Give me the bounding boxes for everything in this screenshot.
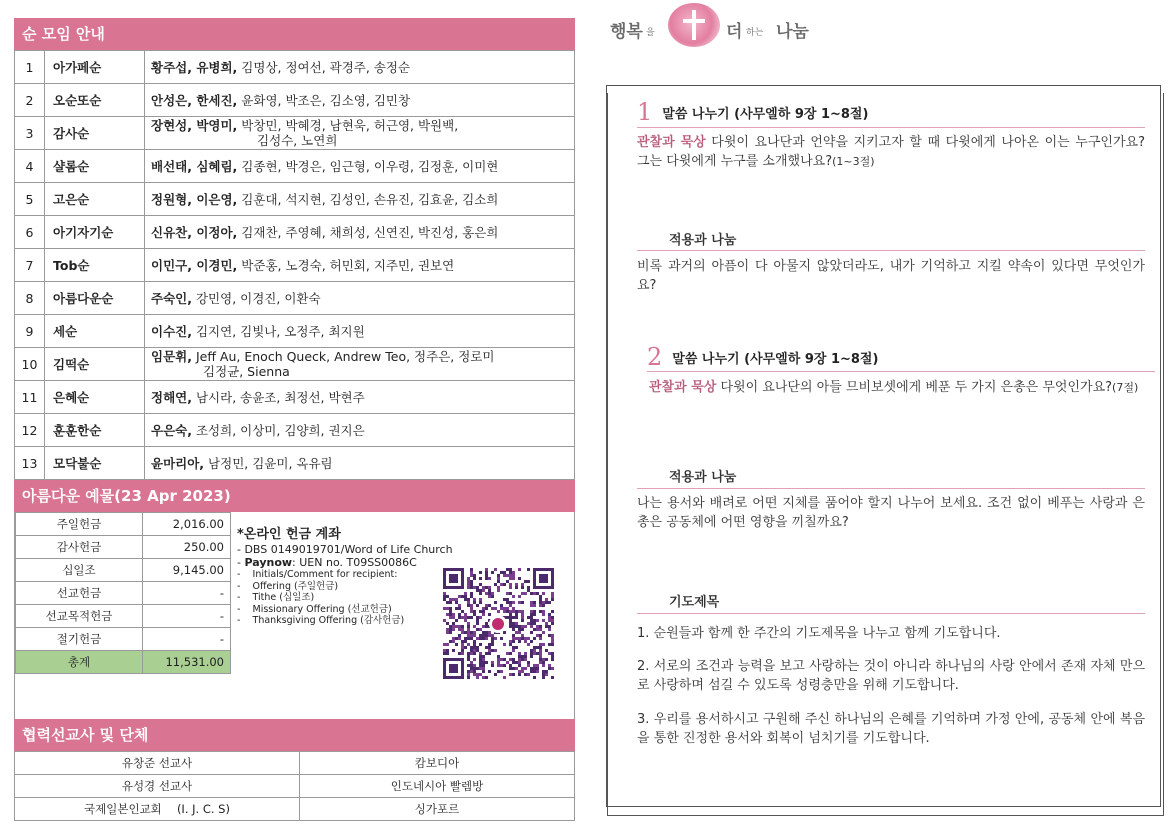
offering-row: [16, 559, 231, 582]
group-members: [145, 84, 575, 117]
offering-value: 2,016.00: [143, 513, 231, 536]
group-member-list: 김훈대, 석지현, 김성인, 손유진, 김효윤, 김소희: [241, 191, 499, 207]
group-members: [145, 117, 575, 150]
cross-icon-blob: [668, 3, 720, 47]
missionary-place: 인도네시아 빨렘방: [300, 775, 575, 798]
group-member-list: 김종현, 박경은, 임근형, 이우령, 김정훈, 이미현: [241, 158, 499, 174]
group-members: [145, 348, 575, 381]
cross-icon: [689, 10, 699, 40]
group-leaders: 신유찬, 이정아,: [151, 224, 238, 240]
group-leaders: 장현성, 박영미,: [151, 118, 238, 133]
offering-row: [16, 513, 231, 536]
account-sub-item: - Thanksgiving Offering (감사헌금): [237, 615, 405, 626]
offering-value: -: [143, 628, 231, 651]
section-2-number: 2: [647, 343, 663, 371]
section-2-apply-text: 나는 용서와 배려로 어떤 지체를 품어야 할지 나누어 보세요. 조건 없이 베푸는 사랑과 은총은 공동체에 어떤 영향을 끼칠까요?: [637, 496, 1145, 530]
group-leaders: 이민구, 이경민,: [151, 257, 238, 273]
small-groups-header: 순 모임 안내: [14, 18, 575, 50]
group-row: [15, 216, 575, 249]
group-row: [15, 414, 575, 447]
missionary-name: 국제일본인교회 (I. J. C. S): [15, 798, 300, 821]
offering-total-label: 총계: [16, 651, 143, 674]
group-member-list: 남시라, 송윤조, 최정선, 박현주: [195, 389, 365, 405]
group-number: 7: [15, 249, 45, 282]
missionary-row: [15, 775, 575, 798]
group-members: [145, 183, 575, 216]
group-row: [15, 117, 575, 150]
sermon-section-1: [637, 98, 1145, 126]
group-leaders: 정원형, 이은영,: [151, 191, 238, 207]
sermon-section-2: [647, 343, 1145, 371]
offering-label: 감사헌금: [16, 536, 143, 559]
group-row: [15, 84, 575, 117]
group-row: [15, 249, 575, 282]
missionary-row: [15, 752, 575, 775]
offering-value: -: [143, 582, 231, 605]
missionary-name: 유창준 선교사: [15, 752, 300, 775]
offering-row: [16, 628, 231, 651]
missionary-place: 싱가포르: [300, 798, 575, 821]
group-name: 훈훈한순: [45, 414, 145, 447]
offering-value: -: [143, 605, 231, 628]
group-members: [145, 216, 575, 249]
group-name: 은혜순: [45, 381, 145, 414]
group-row: [15, 183, 575, 216]
group-member-list: 김명상, 정여선, 곽경주, 송정순: [241, 59, 411, 75]
group-row: [15, 447, 575, 480]
group-row: [15, 348, 575, 381]
group-name: 모닥불순: [45, 447, 145, 480]
group-number: 9: [15, 315, 45, 348]
section-1-question: 관찰과 묵상 다윗이 요나단과 언약을 지키고자 할 때 다윗에게 나아온 이는 누구인가요? 그는 다윗에게 누구를 소개했나요?(1~3절): [637, 135, 1145, 169]
group-row: [15, 150, 575, 183]
group-members: [145, 315, 575, 348]
group-leaders: 정해연,: [151, 389, 192, 405]
group-row: [15, 315, 575, 348]
section-2-title: 말씀 나누기 (사무엘하 9장 1~8절): [672, 352, 879, 367]
group-number: 13: [15, 447, 45, 480]
prayer-title: 기도제목: [669, 595, 720, 610]
small-groups-table: [14, 50, 575, 480]
group-name: 감사순: [45, 117, 145, 150]
offering-label: 선교헌금: [16, 582, 143, 605]
group-number: 4: [15, 150, 45, 183]
group-members-cont: 김정균, Sienna: [203, 364, 290, 379]
group-name: 아가페순: [45, 51, 145, 84]
group-members: [145, 282, 575, 315]
group-row: [15, 51, 575, 84]
group-member-list: 강민영, 이경진, 이환숙: [195, 290, 321, 306]
group-leaders: 임문휘,: [151, 349, 192, 364]
account-initials: - Initials/Comment for recipient:: [237, 569, 398, 580]
group-member-list: 박준홍, 노경숙, 허민회, 지주민, 권보연: [241, 257, 455, 273]
account-sub-item: - Missionary Offering (선교헌금): [237, 603, 392, 615]
left-panel: [14, 18, 575, 821]
group-number: 12: [15, 414, 45, 447]
group-leaders: 주숙인,: [151, 290, 192, 306]
missionary-place: 캄보디아: [300, 752, 575, 775]
sharing-box: [606, 85, 1161, 807]
section-1-apply-divider: [637, 250, 1145, 251]
group-member-list: Jeff Au, Enoch Queck, Andrew Teo, 정주은, 정로미: [195, 349, 495, 364]
group-member-list: 박창민, 박혜경, 남현욱, 허근영, 박원백,: [241, 118, 459, 133]
group-members: [145, 381, 575, 414]
group-number: 2: [15, 84, 45, 117]
prayer-item: 1. 순원들과 함께 한 주간의 기도제목을 나누고 함께 기도합니다.: [637, 626, 1001, 641]
offering-label: 절기헌금: [16, 628, 143, 651]
group-number: 6: [15, 216, 45, 249]
account-sub-item: - Tithe (십일조): [237, 592, 315, 603]
account-dbs: - DBS 0149019701/Word of Life Church: [237, 543, 453, 556]
group-name: 고은순: [45, 183, 145, 216]
section-2-apply-title: 적용과 나눔: [669, 470, 737, 485]
offering-table: [15, 512, 231, 674]
group-member-list: 윤화영, 박조은, 김소영, 김민창: [241, 92, 411, 108]
missionaries-table: [14, 751, 575, 821]
account-paynow: - Paynow: UEN no. T09SS0086C: [237, 556, 417, 569]
group-number: 1: [15, 51, 45, 84]
group-member-list: 김재찬, 주영혜, 채희성, 신연진, 박진성, 홍은희: [241, 224, 499, 240]
group-name: 오순또순: [45, 84, 145, 117]
group-leaders: 안성은, 한세진,: [151, 92, 238, 108]
happiness-sharing-logo: 행복 을 더 하는 나눔: [610, 3, 840, 47]
section-1-apply-text: 비록 과거의 아픔이 다 아물지 않았더라도, 내가 기억하고 지킬 약속이 있다면 무엇인가요?: [637, 259, 1145, 293]
offering-header: 아름다운 예물(23 Apr 2023): [14, 480, 575, 512]
group-row: [15, 282, 575, 315]
missionary-name: 유성경 선교사: [15, 775, 300, 798]
group-members: [145, 150, 575, 183]
group-member-list: 조성희, 이상미, 김양희, 권지은: [195, 422, 365, 438]
group-number: 8: [15, 282, 45, 315]
paynow-uen: : UEN no. T09SS0086C: [292, 556, 417, 569]
prayer-item: 2. 서로의 조건과 능력을 보고 사랑하는 것이 아니라 하나님의 사랑 안에서 존재 자체 만으로 사랑하며 섬길 수 있도록 성령충만을 위해 기도합니다.: [637, 659, 1145, 693]
section-2-apply-divider: [637, 488, 1145, 489]
group-members: [145, 414, 575, 447]
offering-row: [16, 536, 231, 559]
offering-label: 십일조: [16, 559, 143, 582]
offering-value: 250.00: [143, 536, 231, 559]
group-name: 샬롬순: [45, 150, 145, 183]
group-name: 김떡순: [45, 348, 145, 381]
offering-total-value: 11,531.00: [143, 651, 231, 674]
group-number: 3: [15, 117, 45, 150]
group-row: [15, 381, 575, 414]
group-name: Tob순: [45, 249, 145, 282]
paynow-label: Paynow: [244, 556, 293, 569]
group-number: 5: [15, 183, 45, 216]
group-leaders: 배선태, 심혜림,: [151, 158, 238, 174]
account-sub-item: - Offering (주일헌금): [237, 580, 339, 592]
section-1-apply-title: 적용과 나눔: [669, 233, 737, 248]
offering-total-row: [16, 651, 231, 674]
offering-label: 선교목적헌금: [16, 605, 143, 628]
group-leaders: 황주섭, 유병희,: [151, 59, 238, 75]
group-leaders: 윤마리아,: [151, 455, 205, 471]
missionary-row: [15, 798, 575, 821]
offering-row: [16, 582, 231, 605]
paynow-qr-code: [443, 566, 554, 682]
group-members: [145, 447, 575, 480]
offering-value: 9,145.00: [143, 559, 231, 582]
offering-row: [16, 605, 231, 628]
group-number: 11: [15, 381, 45, 414]
group-member-list: 남정민, 김윤미, 옥유림: [208, 455, 333, 471]
missionaries-header: 협력선교사 및 단체: [14, 719, 575, 751]
group-leaders: 우은숙,: [151, 422, 192, 438]
section-1-number: 1: [637, 98, 653, 126]
section-1-divider: [637, 127, 1145, 128]
group-members: [145, 249, 575, 282]
right-panel: [606, 0, 1161, 826]
prayer-item: 3. 우리를 용서하시고 구원해 주신 하나님의 은혜를 기억하며 가정 안에, 공동체 안에 복음을 통한 진정한 용서와 회복이 넘치기를 기도합니다.: [637, 712, 1145, 746]
group-name: 세순: [45, 315, 145, 348]
offering-section: [14, 512, 575, 719]
offering-label: 주일헌금: [16, 513, 143, 536]
account-title: *온라인 헌금 계좌: [237, 527, 341, 542]
group-name: 아름다운순: [45, 282, 145, 315]
section-1-title: 말씀 나누기 (사무엘하 9장 1~8절): [662, 107, 869, 122]
section-2-question: 관찰과 묵상 다윗이 요나단의 아들 므비보셋에게 베푼 두 가지 은총은 무엇인가요?(7절): [649, 380, 1139, 395]
group-members-cont: 김성수, 노연희: [257, 133, 338, 148]
prayer-divider: [637, 613, 1145, 614]
group-leaders: 이수진,: [151, 323, 192, 339]
group-number: 10: [15, 348, 45, 381]
group-members: [145, 51, 575, 84]
group-name: 아기자기순: [45, 216, 145, 249]
section-2-divider: [647, 371, 1155, 372]
group-member-list: 김지연, 김빛나, 오정주, 최지원: [195, 323, 365, 339]
